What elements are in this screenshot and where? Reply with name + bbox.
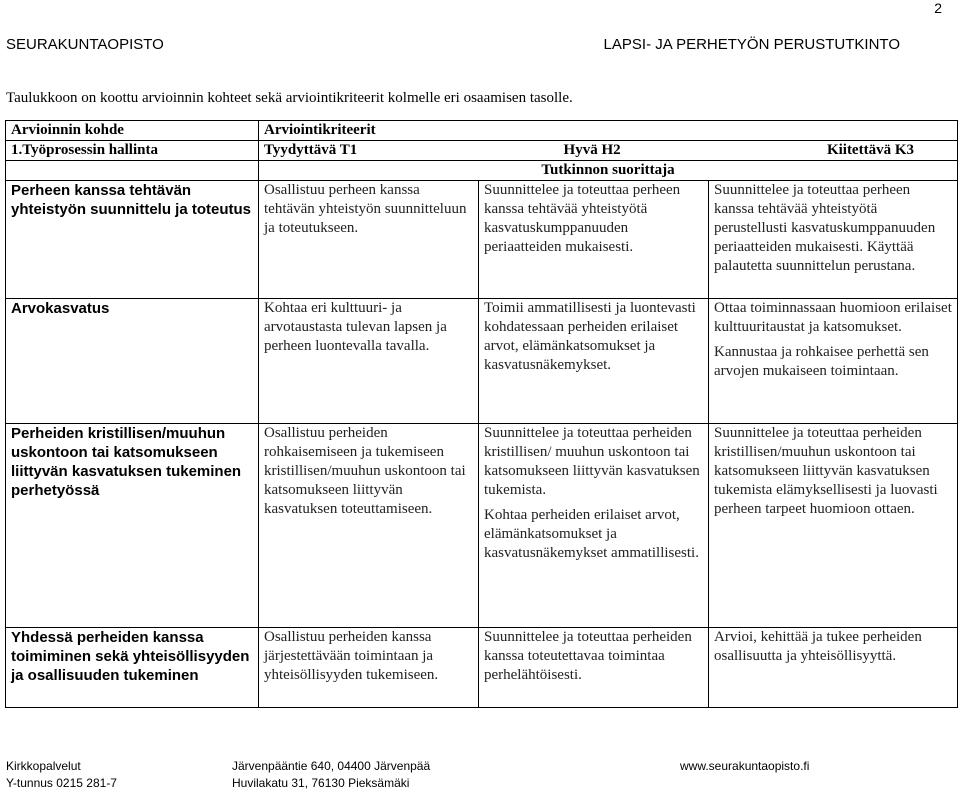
section-row (6, 141, 958, 161)
criteria-h2 (479, 181, 709, 299)
criteria-k3 (709, 424, 958, 628)
criteria-text: Suunnittelee ja toteuttaa perheiden kanssa toteutettavaa toimintaa perhelähtöisesti. (484, 629, 692, 683)
table-row (6, 628, 958, 708)
criteria-h2 (479, 424, 709, 628)
criteria-text: Kannustaa ja rohkaisee perhettä sen arvojen mukaiseen toimintaan. (714, 344, 929, 379)
criteria-text: Suunnittelee ja toteuttaa perheen kanssa tehtävää yhteistyötä perustellusti kasvatuskumppanuuden periaatteiden mukaisesti. Käyttää palautetta suunnittelun perustana. (714, 182, 936, 274)
table-header-row (6, 121, 958, 141)
criteria-text: Osallistuu perheiden rohkaisemiseen ja tukemiseen kristillisen/muuhun uskontoon tai katsomukseen liittyvän kasvatuksen toteuttamiseen. (264, 425, 466, 517)
level-k3: Kiitettävä K3 (826, 142, 915, 158)
section-title: 1.Työprosessin hallinta (6, 141, 259, 161)
subheader: Tutkinnon suorittaja (259, 161, 958, 181)
col-header-criteria: Arviointikriteerit (259, 121, 958, 141)
criteria-text: Arvioi, kehittää ja tukee perheiden osallisuutta ja yhteisöllisyyttä. (714, 629, 922, 664)
level-t1: Tyydyttävä T1 (264, 142, 358, 158)
criteria-text: Toimii ammatillisesti ja luontevasti kohdatessaan perheiden erilaiset arvot, elämänkatsomukset ja kasvatusnäkemykset. (484, 300, 696, 373)
criteria-target: Yhdessä perheiden kanssa toimiminen sekä yhteisöllisyyden ja osallisuuden tukeminen (6, 628, 259, 708)
page-number: 2 (934, 0, 942, 16)
criteria-text: Suunnittelee ja toteuttaa perheiden kristillisen/muuhun uskontoon tai katsomukseen liittyvän kasvatuksen tukemista elämyksellisesti ja luovasti perheen tarpeet huomioon ottaen. (714, 425, 938, 517)
criteria-t1 (259, 181, 479, 299)
table-row (6, 181, 958, 299)
criteria-t1 (259, 299, 479, 424)
criteria-t1 (259, 424, 479, 628)
criteria-text: Kohtaa perheiden erilaiset arvot, elämänkatsomukset ja kasvatusnäkemykset ammatillisesti. (484, 507, 699, 561)
subheader-row (6, 161, 958, 181)
criteria-k3 (709, 299, 958, 424)
footer-address-1: Järvenpääntie 640, 04400 Järvenpää (232, 759, 431, 773)
criteria-text: Kohtaa eri kulttuuri- ja arvotaustasta tulevan lapsen ja perheen luontevalla tavalla. (264, 300, 447, 354)
footer-website[interactable]: www.seurakuntaopisto.fi (680, 759, 810, 773)
criteria-text: Suunnittelee ja toteuttaa perheiden kristillisen/ muuhun uskontoon tai katsomukseen liittyvän kasvatuksen tukemista. (484, 425, 700, 498)
criteria-text: Suunnittelee ja toteuttaa perheen kanssa tehtävää yhteistyötä kasvatuskumppanuuden periaatteiden mukaisesti. (484, 182, 681, 255)
footer-address (232, 758, 430, 792)
footer-org (6, 758, 117, 792)
criteria-h2 (479, 628, 709, 708)
criteria-table (5, 120, 958, 708)
col-header-target: Arvioinnin kohde (6, 121, 259, 141)
footer-org-name: Kirkkopalvelut (6, 759, 81, 773)
header-institution: SEURAKUNTAOPISTO (6, 36, 164, 53)
table-body (6, 181, 958, 708)
footer-business-id: Y-tunnus 0215 281-7 (6, 776, 117, 790)
criteria-k3 (709, 628, 958, 708)
criteria-h2 (479, 299, 709, 424)
criteria-k3 (709, 181, 958, 299)
header-degree: LAPSI- JA PERHETYÖN PERUSTUTKINTO (603, 36, 900, 53)
criteria-target: Perheiden kristillisen/muuhun uskontoon tai katsomukseen liittyvän kasvatuksen tukeminen perhetyössä (6, 424, 259, 628)
level-h2: Hyvä H2 (563, 142, 621, 158)
criteria-text: Osallistuu perheiden kanssa järjestettävään toimintaan ja yhteisöllisyyden tukemiseen. (264, 629, 439, 683)
criteria-t1 (259, 628, 479, 708)
footer-address-2: Huvilakatu 31, 76130 Pieksämäki (232, 776, 410, 790)
table-row (6, 424, 958, 628)
levels-cell (259, 141, 958, 161)
table-row (6, 299, 958, 424)
criteria-text: Ottaa toiminnassaan huomioon erilaiset kulttuuritaustat ja katsomukset. (714, 300, 952, 335)
criteria-text: Osallistuu perheen kanssa tehtävän yhteistyön suunnitteluun ja toteutukseen. (264, 182, 467, 236)
criteria-target: Perheen kanssa tehtävän yhteistyön suunnittelu ja toteutus (6, 181, 259, 299)
criteria-target: Arvokasvatus (6, 299, 259, 424)
intro-text: Taulukkoon on koottu arvioinnin kohteet sekä arviointikriteerit kolmelle eri osaamisen tasolle. (6, 90, 573, 106)
